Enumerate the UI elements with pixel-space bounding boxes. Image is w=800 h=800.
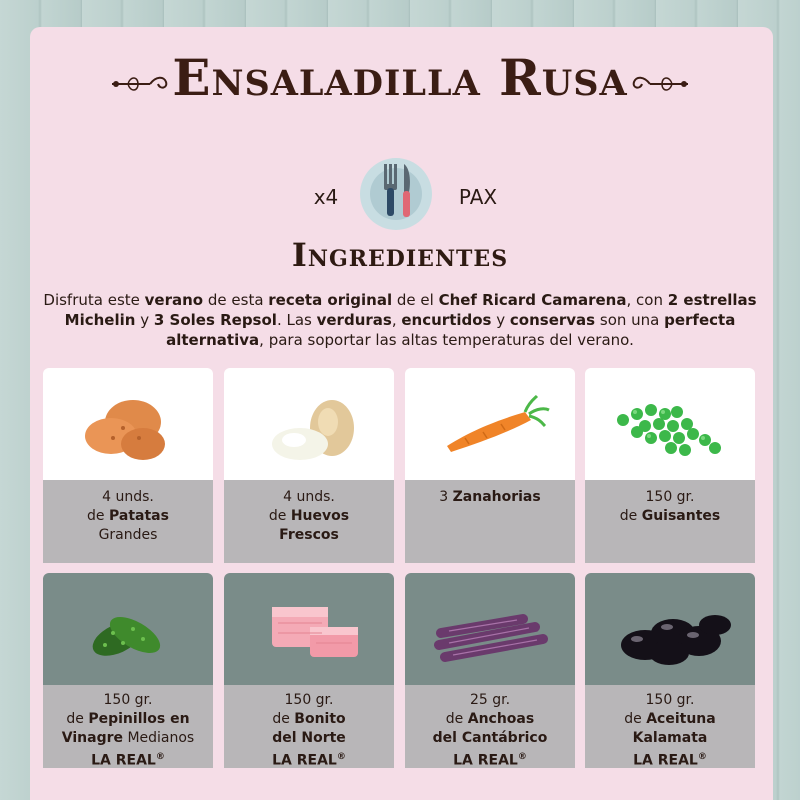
caption-text: de	[445, 711, 468, 727]
caption-text: Huevos	[290, 508, 350, 524]
caption-line	[43, 488, 213, 507]
title-row	[0, 48, 800, 118]
caption-text: Bonito	[294, 711, 346, 727]
brand-label	[585, 748, 755, 768]
caption-text: 3	[439, 489, 453, 505]
ingredient-tile	[405, 573, 575, 768]
caption-line	[585, 729, 755, 748]
caption-text: Grandes	[98, 527, 158, 543]
registered-mark: ®	[697, 752, 707, 762]
intro-segment: verduras	[316, 311, 392, 329]
intro-segment: , para soportar las altas temperaturas del verano.	[259, 331, 634, 349]
caption-line	[224, 526, 394, 545]
caption-text: 4 unds.	[283, 489, 335, 505]
intro-segment: conservas	[509, 311, 596, 329]
ingredient-tile	[43, 368, 213, 563]
olives-icon	[585, 573, 755, 685]
ingredient-tile	[224, 368, 394, 563]
caption-text: de	[268, 508, 291, 524]
brand-name: LA REAL	[272, 752, 337, 768]
ingredient-tile	[224, 573, 394, 768]
registered-mark: ®	[517, 752, 527, 762]
caption-line	[43, 507, 213, 526]
ingredient-caption	[585, 685, 755, 768]
intro-segment: y	[491, 311, 510, 329]
caption-text: Aceituna	[646, 711, 716, 727]
caption-text: de	[624, 711, 647, 727]
registered-mark: ®	[336, 752, 346, 762]
intro-segment: . Las	[276, 311, 317, 329]
registered-mark: ®	[155, 752, 165, 762]
ingredient-caption	[43, 480, 213, 563]
pickles-icon	[43, 573, 213, 685]
caption-line	[43, 526, 213, 545]
intro-segment: , con	[626, 291, 668, 309]
caption-text: Frescos	[279, 527, 339, 543]
intro-segment: 2 estrellas Michelin	[64, 291, 757, 329]
intro-segment: ,	[391, 311, 402, 329]
caption-text: Patatas	[109, 508, 169, 524]
intro-segment: encurtidos	[401, 311, 492, 329]
caption-text: Zanahorias	[452, 489, 541, 505]
caption-text: Anchoas	[467, 711, 535, 727]
caption-line	[43, 710, 213, 729]
ingredient-tile	[405, 368, 575, 563]
ingredient-caption	[43, 685, 213, 768]
caption-line	[224, 488, 394, 507]
servings-count: x4	[313, 185, 339, 209]
caption-line	[405, 710, 575, 729]
caption-text: del Cantábrico	[432, 730, 548, 746]
ingredient-caption	[224, 685, 394, 768]
caption-line	[224, 729, 394, 748]
ingredient-tile	[585, 368, 755, 563]
section-title: Ingredientes	[291, 236, 509, 274]
ingredient-caption	[585, 480, 755, 563]
caption-line	[585, 710, 755, 729]
caption-text: Vinagre	[61, 730, 123, 746]
intro-segment: 3 Soles Repsol	[153, 311, 277, 329]
ingredient-caption	[224, 480, 394, 563]
cutlery-plate-icon	[356, 158, 436, 230]
caption-text: Guisantes	[641, 508, 721, 524]
ingredient-tile	[585, 573, 755, 768]
intro-segment: perfecta alternativa	[166, 311, 736, 349]
intro-segment: son una	[595, 311, 665, 329]
ingredient-tile	[43, 573, 213, 768]
ingredient-caption	[405, 685, 575, 768]
caption-text: Kalamata	[632, 730, 708, 746]
servings-unit: PAX	[458, 185, 498, 209]
anchovies-icon	[405, 573, 575, 685]
caption-text: 150 gr.	[284, 692, 334, 708]
potato-icon	[43, 368, 213, 480]
caption-line	[224, 507, 394, 526]
caption-text: 4 unds.	[102, 489, 154, 505]
caption-text: 150 gr.	[645, 692, 695, 708]
intro-segment: Disfruta este	[43, 291, 145, 309]
brand-name: LA REAL	[91, 752, 156, 768]
peas-icon	[585, 368, 755, 480]
caption-line	[405, 691, 575, 710]
caption-text: 150 gr.	[645, 489, 695, 505]
carrot-icon	[405, 368, 575, 480]
egg-icon	[224, 368, 394, 480]
recipe-title: Ensaladilla Rusa	[172, 48, 628, 107]
intro-segment: de el	[392, 291, 439, 309]
caption-line	[405, 488, 575, 507]
caption-line	[43, 729, 213, 748]
intro-segment: Chef Ricard Camarena	[438, 291, 627, 309]
brand-name: LA REAL	[633, 752, 698, 768]
brand-label	[43, 748, 213, 768]
ingredient-caption	[405, 480, 575, 563]
intro-segment: y	[135, 311, 154, 329]
brand-label	[224, 748, 394, 768]
intro-segment: receta original	[268, 291, 393, 309]
brand-label	[405, 748, 575, 768]
caption-line	[43, 691, 213, 710]
caption-text: 150 gr.	[103, 692, 153, 708]
caption-text: de	[619, 508, 642, 524]
caption-line	[224, 691, 394, 710]
caption-text: de	[66, 711, 89, 727]
caption-line	[405, 729, 575, 748]
flourish-right-icon	[630, 72, 690, 96]
brand-name: LA REAL	[453, 752, 518, 768]
caption-text: Pepinillos en	[88, 711, 190, 727]
caption-line	[585, 488, 755, 507]
intro-text	[40, 290, 760, 350]
caption-text: de	[87, 508, 109, 524]
caption-text: del Norte	[272, 730, 346, 746]
caption-line	[585, 691, 755, 710]
caption-line	[585, 507, 755, 526]
tuna-icon	[224, 573, 394, 685]
caption-text: Medianos	[123, 730, 195, 746]
intro-segment: de esta	[203, 291, 269, 309]
caption-text: 25 gr.	[469, 692, 511, 708]
intro-segment: verano	[144, 291, 204, 309]
servings-row	[0, 158, 800, 228]
caption-text: de	[272, 711, 295, 727]
caption-line	[224, 710, 394, 729]
